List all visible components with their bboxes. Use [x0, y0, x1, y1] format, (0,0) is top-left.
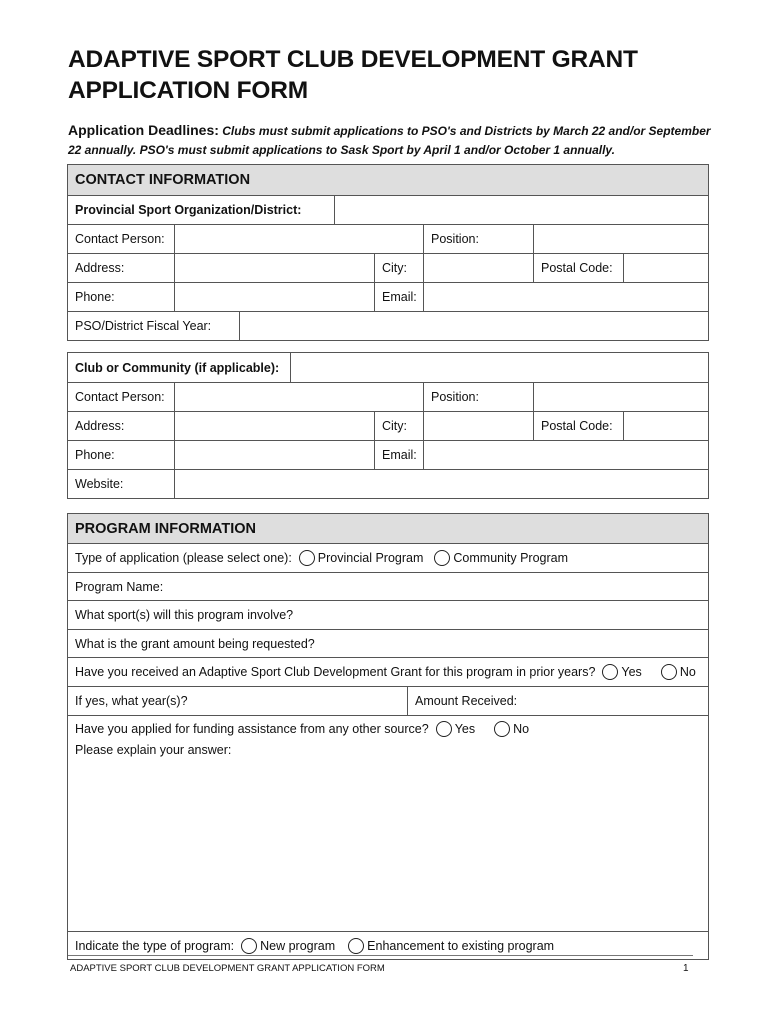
contact-information-section [67, 164, 709, 341]
amount-received-label[interactable]: Amount Received: [407, 687, 708, 715]
community-program-label: Community Program [453, 551, 569, 565]
explain-textarea[interactable] [68, 766, 708, 931]
other-funding-yes-option[interactable] [429, 721, 475, 737]
sports-row[interactable] [68, 600, 708, 629]
address-row [68, 253, 708, 282]
program-name-row[interactable] [68, 572, 708, 600]
club-email-field[interactable] [423, 441, 708, 469]
club-name-field[interactable] [290, 353, 708, 382]
pso-field[interactable] [334, 196, 708, 224]
prior-grant-yes-option[interactable] [595, 664, 641, 680]
other-funding-no-radio-icon[interactable] [494, 721, 510, 737]
contact-header-row [68, 165, 708, 195]
provincial-program-option[interactable] [292, 550, 424, 566]
club-website-field[interactable] [174, 470, 708, 498]
enhancement-radio-icon[interactable] [348, 938, 364, 954]
new-program-label: New program [260, 938, 336, 953]
postal-code-label: Postal Code: [533, 254, 623, 282]
program-information-section [67, 513, 709, 960]
amount-requested-row[interactable] [68, 629, 708, 657]
city-field[interactable] [423, 254, 533, 282]
postal-code-field[interactable] [623, 254, 708, 282]
prior-years-label[interactable]: If yes, what year(s)? [75, 694, 188, 708]
other-funding-yes-radio-icon[interactable] [436, 721, 452, 737]
contact-person-field[interactable] [174, 225, 423, 253]
form-title-line2: APPLICATION FORM [68, 77, 308, 104]
explain-label: Please explain your answer: [75, 743, 232, 757]
prior-years-row [68, 686, 708, 715]
program-header-row [68, 514, 708, 543]
prior-grant-label: Have you received an Adaptive Sport Club Development Grant for this program in prior years? [75, 665, 596, 679]
other-funding-row [68, 715, 708, 931]
community-program-option[interactable] [427, 550, 568, 566]
deadlines-label: Application Deadlines: [68, 122, 219, 138]
email-field[interactable] [423, 283, 708, 311]
enhancement-option[interactable] [341, 938, 554, 954]
amount-requested-label: What is the grant amount being requested? [75, 636, 315, 651]
prior-grant-row [68, 657, 708, 686]
form-title [68, 44, 708, 106]
club-contact-person-field[interactable] [174, 383, 423, 411]
club-address-label: Address: [75, 419, 125, 433]
city-label: City: [374, 254, 423, 282]
position-label: Position: [423, 225, 533, 253]
enhancement-label: Enhancement to existing program [367, 938, 555, 953]
program-name-label: Program Name: [75, 579, 164, 594]
club-website-label: Website: [75, 477, 124, 491]
club-position-label: Position: [423, 383, 533, 411]
prior-grant-no-option[interactable] [654, 664, 696, 680]
pso-row [68, 195, 708, 224]
club-phone-row [68, 440, 708, 469]
program-header: PROGRAM INFORMATION [75, 520, 256, 537]
contact-person-label: Contact Person: [75, 232, 165, 246]
club-header-row [68, 353, 708, 382]
footer-title: ADAPTIVE SPORT CLUB DEVELOPMENT GRANT APPLICATION FORM [70, 963, 385, 974]
contact-person-row [68, 224, 708, 253]
prior-grant-cell [68, 658, 708, 686]
sports-label: What sport(s) will this program involve? [75, 608, 294, 622]
fiscal-year-label: PSO/District Fiscal Year: [75, 319, 212, 333]
application-type-cell [68, 544, 708, 572]
club-postal-code-field[interactable] [623, 412, 708, 440]
other-funding-cell [75, 721, 529, 757]
prior-grant-no-label: No [679, 665, 696, 679]
application-type-label: Type of application (please select one): [75, 551, 292, 565]
other-funding-no-label: No [513, 722, 530, 736]
provincial-program-label: Provincial Program [317, 551, 424, 565]
phone-field[interactable] [174, 283, 374, 311]
position-field[interactable] [533, 225, 708, 253]
application-type-row [68, 543, 708, 572]
club-phone-field[interactable] [174, 441, 374, 469]
prior-grant-no-radio-icon[interactable] [661, 664, 677, 680]
footer-divider [68, 955, 693, 956]
deadlines-text: Clubs must submit applications to PSO's and Districts by March 22 and/or September 22 annually. PSO's must submit applications to Sask Sport by April 1 and/or October 1 annually. [68, 124, 711, 157]
form-title-line1: ADAPTIVE SPORT CLUB DEVELOPMENT GRANT [68, 46, 638, 73]
new-program-radio-icon[interactable] [241, 938, 257, 954]
club-contact-person-label: Contact Person: [75, 390, 165, 404]
other-funding-yes-label: Yes [454, 722, 476, 736]
club-contact-person-row [68, 382, 708, 411]
prior-grant-yes-radio-icon[interactable] [602, 664, 618, 680]
other-funding-label: Have you applied for funding assistance from any other source? [75, 722, 429, 736]
club-address-row [68, 411, 708, 440]
email-label: Email: [374, 283, 423, 311]
pso-label: Provincial Sport Organization/District: [75, 203, 302, 217]
page-number: 1 [683, 963, 689, 974]
phone-row [68, 282, 708, 311]
club-email-label: Email: [374, 441, 423, 469]
club-header: Club or Community (if applicable): [75, 360, 280, 375]
club-position-field[interactable] [533, 383, 708, 411]
fiscal-year-row [68, 311, 708, 340]
application-deadlines [68, 121, 718, 160]
club-community-section [67, 352, 709, 499]
fiscal-year-field[interactable] [239, 312, 708, 340]
program-type-label: Indicate the type of program: [75, 938, 235, 953]
new-program-option[interactable] [234, 938, 335, 954]
club-phone-label: Phone: [75, 448, 115, 462]
phone-label: Phone: [75, 290, 115, 304]
address-field[interactable] [174, 254, 374, 282]
club-address-field[interactable] [174, 412, 374, 440]
prior-grant-yes-label: Yes [621, 665, 642, 679]
contact-header: CONTACT INFORMATION [75, 172, 251, 188]
address-label: Address: [75, 261, 125, 275]
club-city-field[interactable] [423, 412, 533, 440]
other-funding-no-option[interactable] [487, 721, 529, 737]
club-website-row [68, 469, 708, 498]
club-postal-code-label: Postal Code: [533, 412, 623, 440]
community-program-radio-icon[interactable] [434, 550, 450, 566]
club-city-label: City: [374, 412, 423, 440]
provincial-program-radio-icon[interactable] [299, 550, 315, 566]
